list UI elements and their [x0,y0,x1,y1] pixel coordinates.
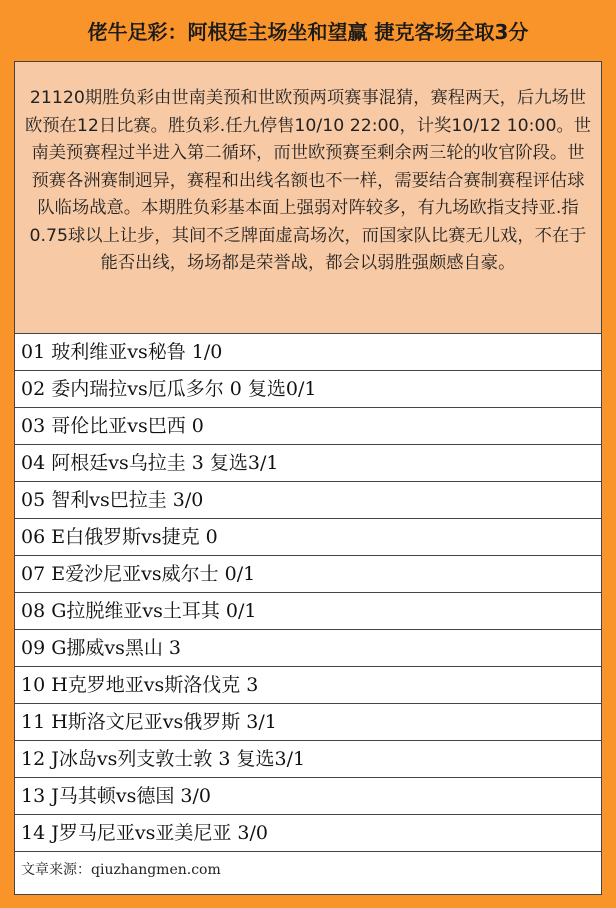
article-title: 佬牛足彩：阿根廷主场坐和望赢 捷克客场全取3分 [87,20,529,44]
match-row-04: 04 阿根廷vs乌拉圭 3 复选3/1 [15,445,601,482]
match-row-12: 12 J冰岛vs列支敦士敦 3 复选3/1 [15,741,601,778]
match-row-02: 02 委内瑞拉vs厄瓜多尔 0 复选0/1 [15,371,601,408]
match-row-03: 03 哥伦比亚vs巴西 0 [15,408,601,445]
match-row-06: 06 E白俄罗斯vs捷克 0 [15,519,601,556]
match-row-13: 13 J马其顿vs德国 3/0 [15,778,601,815]
match-row-14: 14 J罗马尼亚vs亚美尼亚 3/0 [15,815,601,852]
match-row-07: 07 E爱沙尼亚vs威尔士 0/1 [15,556,601,593]
source-credit: 文章来源：qiuzhangmen.com [21,862,221,878]
content-panel [14,61,602,895]
page-frame [6,6,610,902]
match-row-08: 08 G拉脱维亚vs土耳其 0/1 [15,593,601,630]
match-row-05: 05 智利vs巴拉圭 3/0 [15,482,601,519]
intro-paragraph: 21120期胜负彩由世南美预和世欧预两项赛事混猜，赛程两天，后九场世欧预在12日比赛。胜负彩.任九停售10/10 22:00，计奖10/12 10:00。世南美预赛程过半进入第二循环，而世欧预赛至剩余两三轮的收官阶段。世预赛各洲赛制迥异，赛程和出线名额也不一样，需要结合赛制赛程评估球队临场战意。本期胜负彩基本面上强弱对阵较多，有九场欧指支持亚.指0.75球以上让步，其间不乏牌面虚高场次，而国家队比赛无儿戏，不在于能否出线，场场都是荣誉战，都会以弱胜强颇感自豪。 [15,62,601,334]
match-row-09: 09 G挪威vs黑山 3 [15,630,601,667]
match-row-01: 01 玻利维亚vs秘鲁 1/0 [15,334,601,371]
match-row-10: 10 H克罗地亚vs斯洛伐克 3 [15,667,601,704]
match-row-11: 11 H斯洛文尼亚vs俄罗斯 3/1 [15,704,601,741]
